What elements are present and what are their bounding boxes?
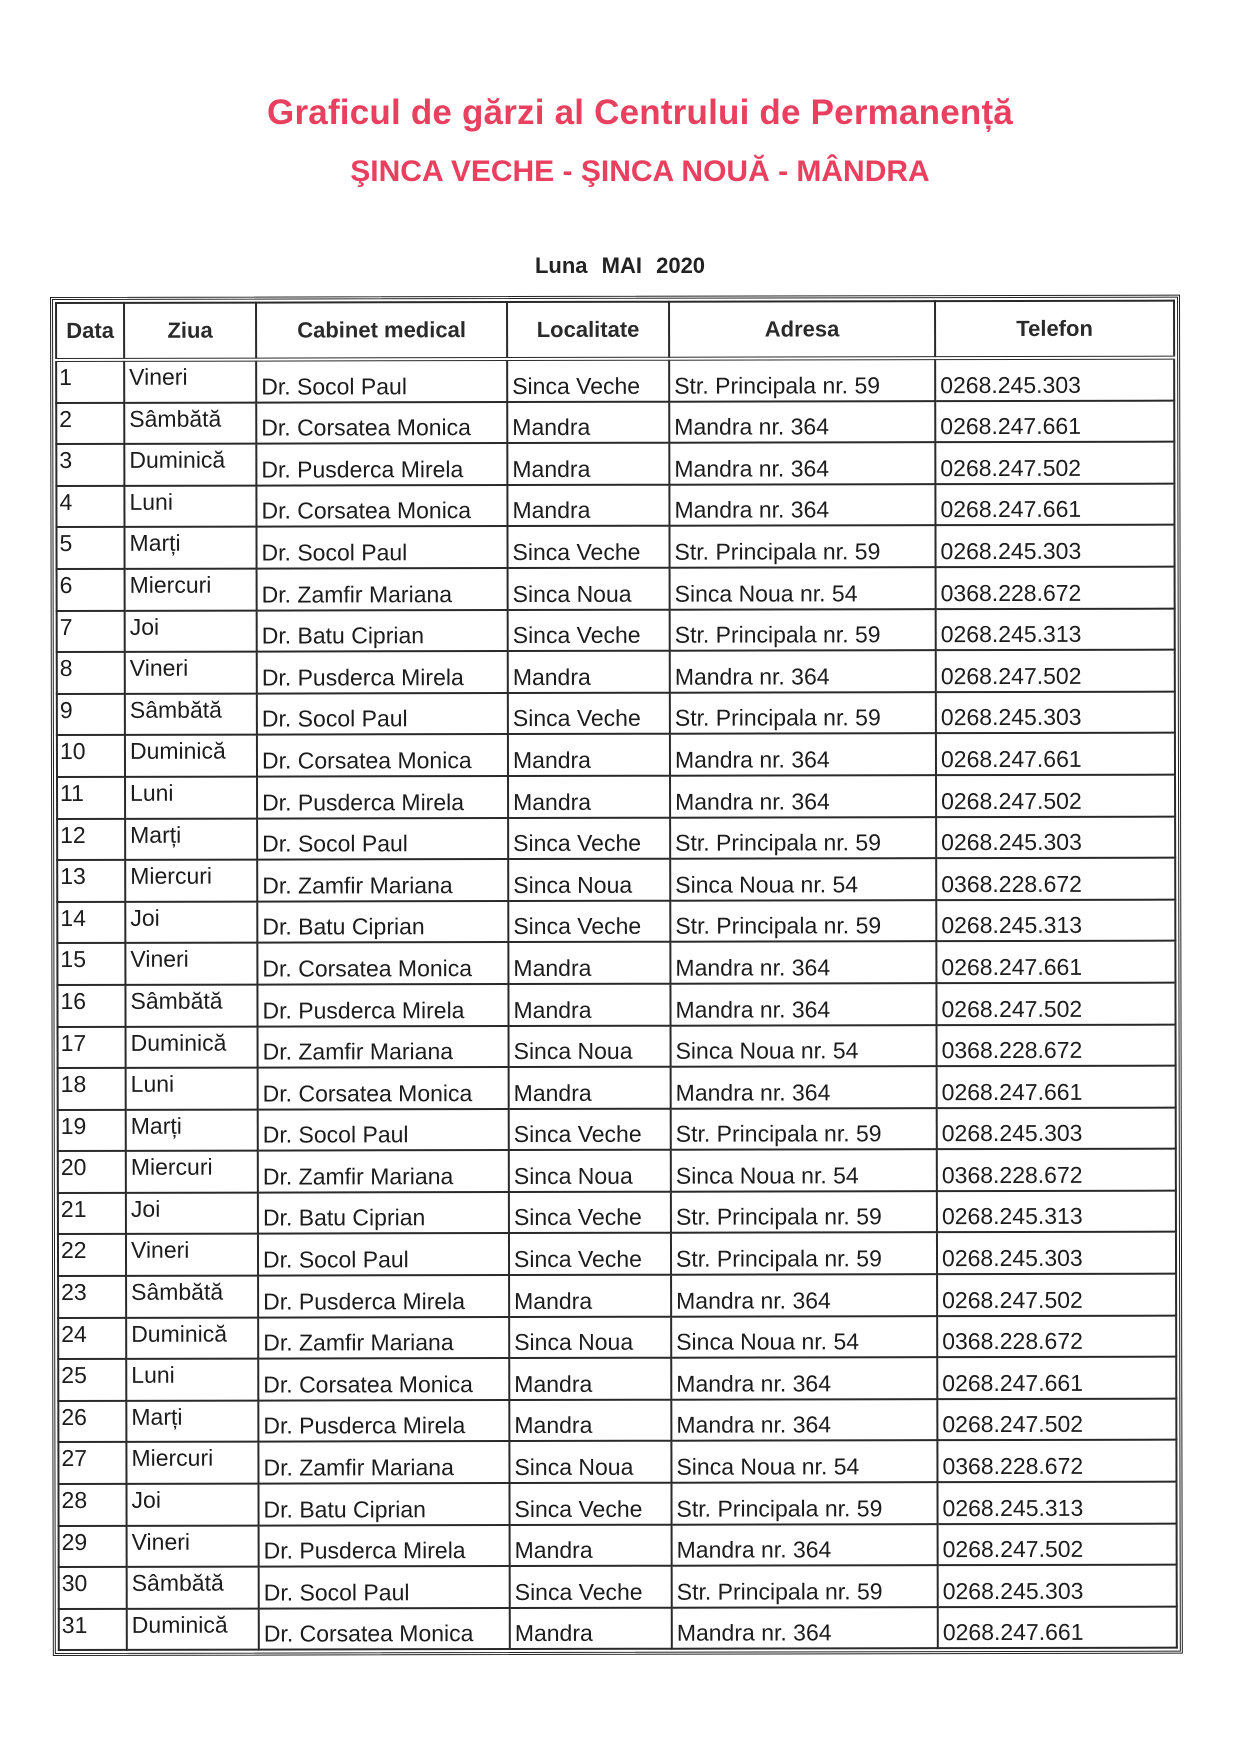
column-header-day: Ziua	[124, 303, 256, 360]
cell-locality: Sinca Noua	[509, 1025, 671, 1067]
cell-phone: 0368.228.672	[936, 858, 1175, 900]
table-row	[57, 858, 1175, 902]
cell-clinic: Dr. Corsatea Monica	[257, 942, 508, 984]
cell-clinic: Dr. Socol Paul	[257, 818, 508, 860]
cell-clinic: Dr. Pusderca Mirela	[257, 651, 508, 693]
cell-phone: 0268.245.303	[937, 1232, 1176, 1274]
column-header-locality: Localitate	[507, 302, 669, 359]
table-row	[58, 1107, 1176, 1151]
cell-phone: 0268.247.661	[936, 941, 1175, 983]
cell-address: Sinca Noua nr. 54	[670, 858, 936, 900]
cell-date: 30	[59, 1567, 127, 1609]
cell-phone: 0268.245.303	[938, 1565, 1177, 1607]
cell-address: Mandra nr. 364	[670, 983, 936, 1025]
cell-day: Duminică	[126, 1317, 258, 1359]
document-subtitle: ŞINCA VECHE - ŞINCA NOUĂ - MÂNDRA	[350, 155, 930, 188]
cell-date: 26	[58, 1401, 126, 1443]
cell-address: Mandra nr. 364	[669, 442, 935, 484]
table-row	[57, 650, 1175, 694]
cell-day: Marți	[126, 1109, 258, 1151]
cell-date: 21	[58, 1193, 126, 1235]
cell-day: Duminică	[124, 444, 256, 486]
cell-day: Luni	[125, 777, 257, 819]
cell-clinic: Dr. Corsatea Monica	[258, 1358, 509, 1400]
cell-address: Str. Principala nr. 59	[669, 358, 935, 401]
cell-address: Str. Principala nr. 59	[670, 692, 936, 734]
cell-locality: Mandra	[509, 1275, 671, 1317]
cell-address: Str. Principala nr. 59	[671, 1191, 937, 1233]
cell-address: Sinca Noua nr. 54	[671, 1441, 937, 1483]
cell-clinic: Dr. Zamfir Mariana	[258, 1150, 509, 1192]
cell-date: 27	[58, 1442, 126, 1484]
month-name: MAI	[601, 253, 642, 278]
cell-date: 16	[57, 985, 125, 1027]
cell-day: Sâmbătă	[124, 402, 256, 444]
column-header-phone: Telefon	[935, 301, 1174, 359]
cell-date: 4	[56, 486, 124, 528]
cell-address: Mandra nr. 364	[671, 1066, 937, 1108]
cell-phone: 0368.228.672	[936, 567, 1175, 609]
cell-locality: Sinca Veche	[508, 817, 670, 859]
cell-clinic: Dr. Zamfir Mariana	[257, 859, 508, 901]
cell-address: Str. Principala nr. 59	[670, 609, 936, 651]
cell-day: Luni	[124, 485, 256, 527]
cell-phone: 0268.247.661	[936, 733, 1175, 775]
cell-day: Vineri	[125, 943, 257, 985]
cell-date: 22	[58, 1234, 126, 1276]
table-row	[57, 941, 1175, 985]
cell-locality: Sinca Noua	[509, 1441, 671, 1483]
cell-locality: Sinca Noua	[509, 1150, 671, 1192]
cell-day: Duminică	[127, 1608, 259, 1650]
cell-date: 29	[59, 1525, 127, 1567]
cell-clinic: Dr. Corsatea Monica	[259, 1608, 510, 1650]
cell-phone: 0268.247.661	[935, 483, 1174, 525]
cell-day: Joi	[125, 610, 257, 652]
cell-address: Str. Principala nr. 59	[671, 1108, 937, 1150]
cell-phone: 0268.247.502	[936, 983, 1175, 1025]
cell-phone: 0268.247.502	[936, 650, 1175, 692]
cell-locality: Sinca Noua	[509, 1316, 671, 1358]
schedule-table-frame	[50, 295, 1183, 1657]
column-header-address: Adresa	[669, 301, 935, 359]
cell-phone: 0368.228.672	[937, 1024, 1176, 1066]
cell-date: 3	[56, 444, 124, 486]
table-row	[58, 1440, 1176, 1484]
cell-day: Luni	[126, 1359, 258, 1401]
table-body	[56, 358, 1177, 1651]
cell-address: Mandra nr. 364	[670, 650, 936, 692]
cell-locality: Mandra	[507, 401, 669, 443]
cell-address: Mandra nr. 364	[670, 941, 936, 983]
table-row	[58, 1315, 1176, 1359]
cell-phone: 0268.247.661	[937, 1066, 1176, 1108]
cell-date: 20	[58, 1151, 126, 1193]
cell-clinic: Dr. Batu Ciprian	[257, 901, 508, 943]
table-row	[58, 1357, 1176, 1401]
cell-locality: Sinca Veche	[509, 1483, 671, 1525]
table-row	[59, 1565, 1177, 1609]
table-row	[57, 608, 1175, 652]
cell-address: Str. Principala nr. 59	[670, 817, 936, 859]
document-title: Graficul de gărzi al Centrului de Permanență	[267, 93, 1013, 132]
cell-locality: Mandra	[508, 942, 670, 984]
cell-locality: Sinca Veche	[508, 900, 670, 942]
year: 2020	[656, 253, 706, 278]
cell-phone: 0268.245.303	[935, 358, 1174, 401]
cell-date: 1	[56, 360, 124, 403]
cell-phone: 0268.245.313	[936, 608, 1175, 650]
cell-day: Miercuri	[125, 860, 257, 902]
cell-address: Str. Principala nr. 59	[669, 526, 935, 568]
cell-day: Vineri	[124, 360, 256, 403]
cell-address: Mandra nr. 364	[671, 1357, 937, 1399]
cell-locality: Mandra	[507, 484, 669, 526]
cell-day: Marți	[126, 1400, 258, 1442]
cell-clinic: Dr. Pusderca Mirela	[258, 1275, 509, 1317]
table-row	[57, 691, 1175, 735]
cell-locality: Mandra	[509, 1067, 671, 1109]
cell-clinic: Dr. Pusderca Mirela	[256, 443, 507, 485]
table-row	[56, 400, 1174, 444]
table-row	[56, 358, 1174, 403]
cell-address: Mandra nr. 364	[672, 1607, 938, 1649]
cell-day: Sâmbătă	[125, 984, 257, 1026]
cell-phone: 0368.228.672	[937, 1440, 1176, 1482]
cell-clinic: Dr. Zamfir Mariana	[258, 1026, 509, 1068]
cell-phone: 0268.247.502	[935, 442, 1174, 484]
cell-day: Joi	[125, 901, 257, 943]
cell-date: 12	[57, 818, 125, 860]
table-row	[59, 1606, 1177, 1650]
cell-locality: Sinca Veche	[510, 1566, 672, 1608]
cell-phone: 0268.245.303	[935, 525, 1174, 567]
cell-date: 18	[58, 1068, 126, 1110]
cell-locality: Mandra	[508, 776, 670, 818]
cell-clinic: Dr. Corsatea Monica	[256, 402, 507, 444]
table-row	[57, 816, 1175, 860]
table-header-row	[56, 301, 1174, 360]
cell-phone: 0268.247.502	[937, 1398, 1176, 1440]
table-row	[58, 1024, 1176, 1068]
month-label: Luna	[534, 253, 588, 278]
cell-clinic: Dr. Batu Ciprian	[258, 1483, 509, 1525]
table-row	[56, 525, 1174, 569]
cell-day: Marți	[124, 527, 256, 569]
cell-day: Vineri	[126, 1234, 258, 1276]
cell-locality: Mandra	[510, 1524, 672, 1566]
month-heading	[0, 253, 1240, 279]
cell-clinic: Dr. Socol Paul	[259, 1566, 510, 1608]
cell-phone: 0268.245.303	[936, 691, 1175, 733]
cell-address: Mandra nr. 364	[669, 401, 935, 443]
cell-address: Mandra nr. 364	[670, 775, 936, 817]
cell-day: Miercuri	[126, 1151, 258, 1193]
cell-clinic: Dr. Socol Paul	[257, 693, 508, 735]
table-row	[57, 567, 1175, 611]
cell-phone: 0268.247.661	[935, 400, 1174, 442]
cell-address: Mandra nr. 364	[669, 484, 935, 526]
cell-locality: Sinca Veche	[508, 609, 670, 651]
cell-phone: 0268.245.303	[936, 816, 1175, 858]
table-row	[59, 1523, 1177, 1567]
cell-day: Duminică	[125, 735, 257, 777]
table-row	[58, 1274, 1176, 1318]
cell-date: 31	[59, 1609, 127, 1651]
cell-phone: 0268.247.502	[937, 1274, 1176, 1316]
cell-day: Vineri	[125, 652, 257, 694]
cell-date: 11	[57, 777, 125, 819]
cell-day: Duminică	[126, 1026, 258, 1068]
cell-phone: 0268.247.502	[938, 1523, 1177, 1565]
column-header-date: Data	[56, 303, 124, 360]
cell-date: 14	[57, 902, 125, 944]
cell-clinic: Dr. Batu Ciprian	[258, 1192, 509, 1234]
cell-day: Miercuri	[126, 1442, 258, 1484]
cell-date: 19	[58, 1110, 126, 1152]
cell-address: Str. Principala nr. 59	[672, 1565, 938, 1607]
table-row	[58, 1482, 1176, 1526]
cell-day: Miercuri	[125, 569, 257, 611]
cell-day: Luni	[126, 1068, 258, 1110]
cell-address: Mandra nr. 364	[671, 1399, 937, 1441]
cell-locality: Mandra	[509, 1358, 671, 1400]
cell-date: 10	[57, 735, 125, 777]
cell-phone: 0268.247.661	[938, 1606, 1177, 1648]
cell-day: Sâmbătă	[125, 693, 257, 735]
cell-clinic: Dr. Pusderca Mirela	[257, 776, 508, 818]
cell-locality: Sinca Noua	[508, 859, 670, 901]
cell-day: Joi	[126, 1484, 258, 1526]
table-row	[57, 983, 1175, 1027]
cell-date: 7	[57, 610, 125, 652]
cell-day: Marți	[125, 818, 257, 860]
cell-address: Str. Principala nr. 59	[671, 1482, 937, 1524]
cell-day: Sâmbătă	[127, 1567, 259, 1609]
cell-clinic: Dr. Corsatea Monica	[257, 734, 508, 776]
cell-locality: Sinca Noua	[508, 568, 670, 610]
cell-date: 24	[58, 1317, 126, 1359]
cell-phone: 0268.245.313	[937, 1482, 1176, 1524]
cell-clinic: Dr. Corsatea Monica	[256, 485, 507, 527]
cell-phone: 0268.247.661	[937, 1357, 1176, 1399]
on-call-schedule-table	[55, 300, 1178, 1652]
cell-locality: Mandra	[509, 1400, 671, 1442]
table-row	[58, 1232, 1176, 1276]
cell-address: Sinca Noua nr. 54	[671, 1316, 937, 1358]
cell-locality: Mandra	[508, 734, 670, 776]
column-header-clinic: Cabinet medical	[256, 302, 507, 360]
cell-address: Str. Principala nr. 59	[670, 900, 936, 942]
cell-locality: Sinca Veche	[508, 692, 670, 734]
cell-address: Sinca Noua nr. 54	[670, 567, 936, 609]
cell-address: Mandra nr. 364	[672, 1524, 938, 1566]
cell-clinic: Dr. Socol Paul	[258, 1234, 509, 1276]
cell-day: Vineri	[127, 1525, 259, 1567]
cell-clinic: Dr. Zamfir Mariana	[258, 1317, 509, 1359]
cell-clinic: Dr. Socol Paul	[256, 526, 507, 568]
cell-clinic: Dr. Zamfir Mariana	[258, 1441, 509, 1483]
table-row	[58, 1191, 1176, 1235]
cell-locality: Mandra	[507, 443, 669, 485]
table-row	[58, 1066, 1176, 1110]
cell-clinic: Dr. Batu Ciprian	[257, 610, 508, 652]
cell-locality: Sinca Veche	[509, 1233, 671, 1275]
cell-phone: 0268.247.502	[936, 775, 1175, 817]
cell-locality: Sinca Veche	[509, 1108, 671, 1150]
cell-address: Sinca Noua nr. 54	[671, 1025, 937, 1067]
cell-clinic: Dr. Pusderca Mirela	[258, 1400, 509, 1442]
cell-locality: Mandra	[508, 651, 670, 693]
cell-clinic: Dr. Pusderca Mirela	[259, 1525, 510, 1567]
cell-phone: 0268.245.313	[936, 899, 1175, 941]
cell-clinic: Dr. Corsatea Monica	[258, 1067, 509, 1109]
cell-clinic: Dr. Zamfir Mariana	[257, 568, 508, 610]
cell-address: Mandra nr. 364	[671, 1274, 937, 1316]
cell-phone: 0368.228.672	[937, 1149, 1176, 1191]
cell-date: 9	[57, 694, 125, 736]
cell-locality: Mandra	[510, 1608, 672, 1650]
cell-locality: Sinca Veche	[507, 526, 669, 568]
cell-clinic: Dr. Socol Paul	[258, 1109, 509, 1151]
cell-date: 28	[58, 1484, 126, 1526]
table-row	[57, 775, 1175, 819]
cell-date: 8	[57, 652, 125, 694]
cell-phone: 0268.245.313	[937, 1191, 1176, 1233]
table-row	[58, 1149, 1176, 1193]
cell-day: Sâmbătă	[126, 1276, 258, 1318]
cell-locality: Sinca Veche	[509, 1192, 671, 1234]
cell-date: 17	[58, 1026, 126, 1068]
table-row	[58, 1398, 1176, 1442]
cell-date: 6	[57, 569, 125, 611]
cell-date: 23	[58, 1276, 126, 1318]
cell-locality: Mandra	[508, 984, 670, 1026]
cell-phone: 0368.228.672	[937, 1315, 1176, 1357]
cell-clinic: Dr. Pusderca Mirela	[257, 984, 508, 1026]
table-row	[56, 442, 1174, 486]
cell-clinic: Dr. Socol Paul	[256, 359, 507, 402]
cell-date: 15	[57, 943, 125, 985]
table-row	[56, 483, 1174, 527]
cell-date: 2	[56, 402, 124, 444]
cell-day: Joi	[126, 1192, 258, 1234]
cell-date: 13	[57, 860, 125, 902]
cell-date: 5	[56, 527, 124, 569]
cell-address: Mandra nr. 364	[670, 733, 936, 775]
table-row	[57, 733, 1175, 777]
table-row	[57, 899, 1175, 943]
cell-date: 25	[58, 1359, 126, 1401]
cell-address: Sinca Noua nr. 54	[671, 1149, 937, 1191]
cell-address: Str. Principala nr. 59	[671, 1233, 937, 1275]
cell-locality: Sinca Veche	[507, 359, 669, 402]
cell-phone: 0268.245.303	[937, 1107, 1176, 1149]
